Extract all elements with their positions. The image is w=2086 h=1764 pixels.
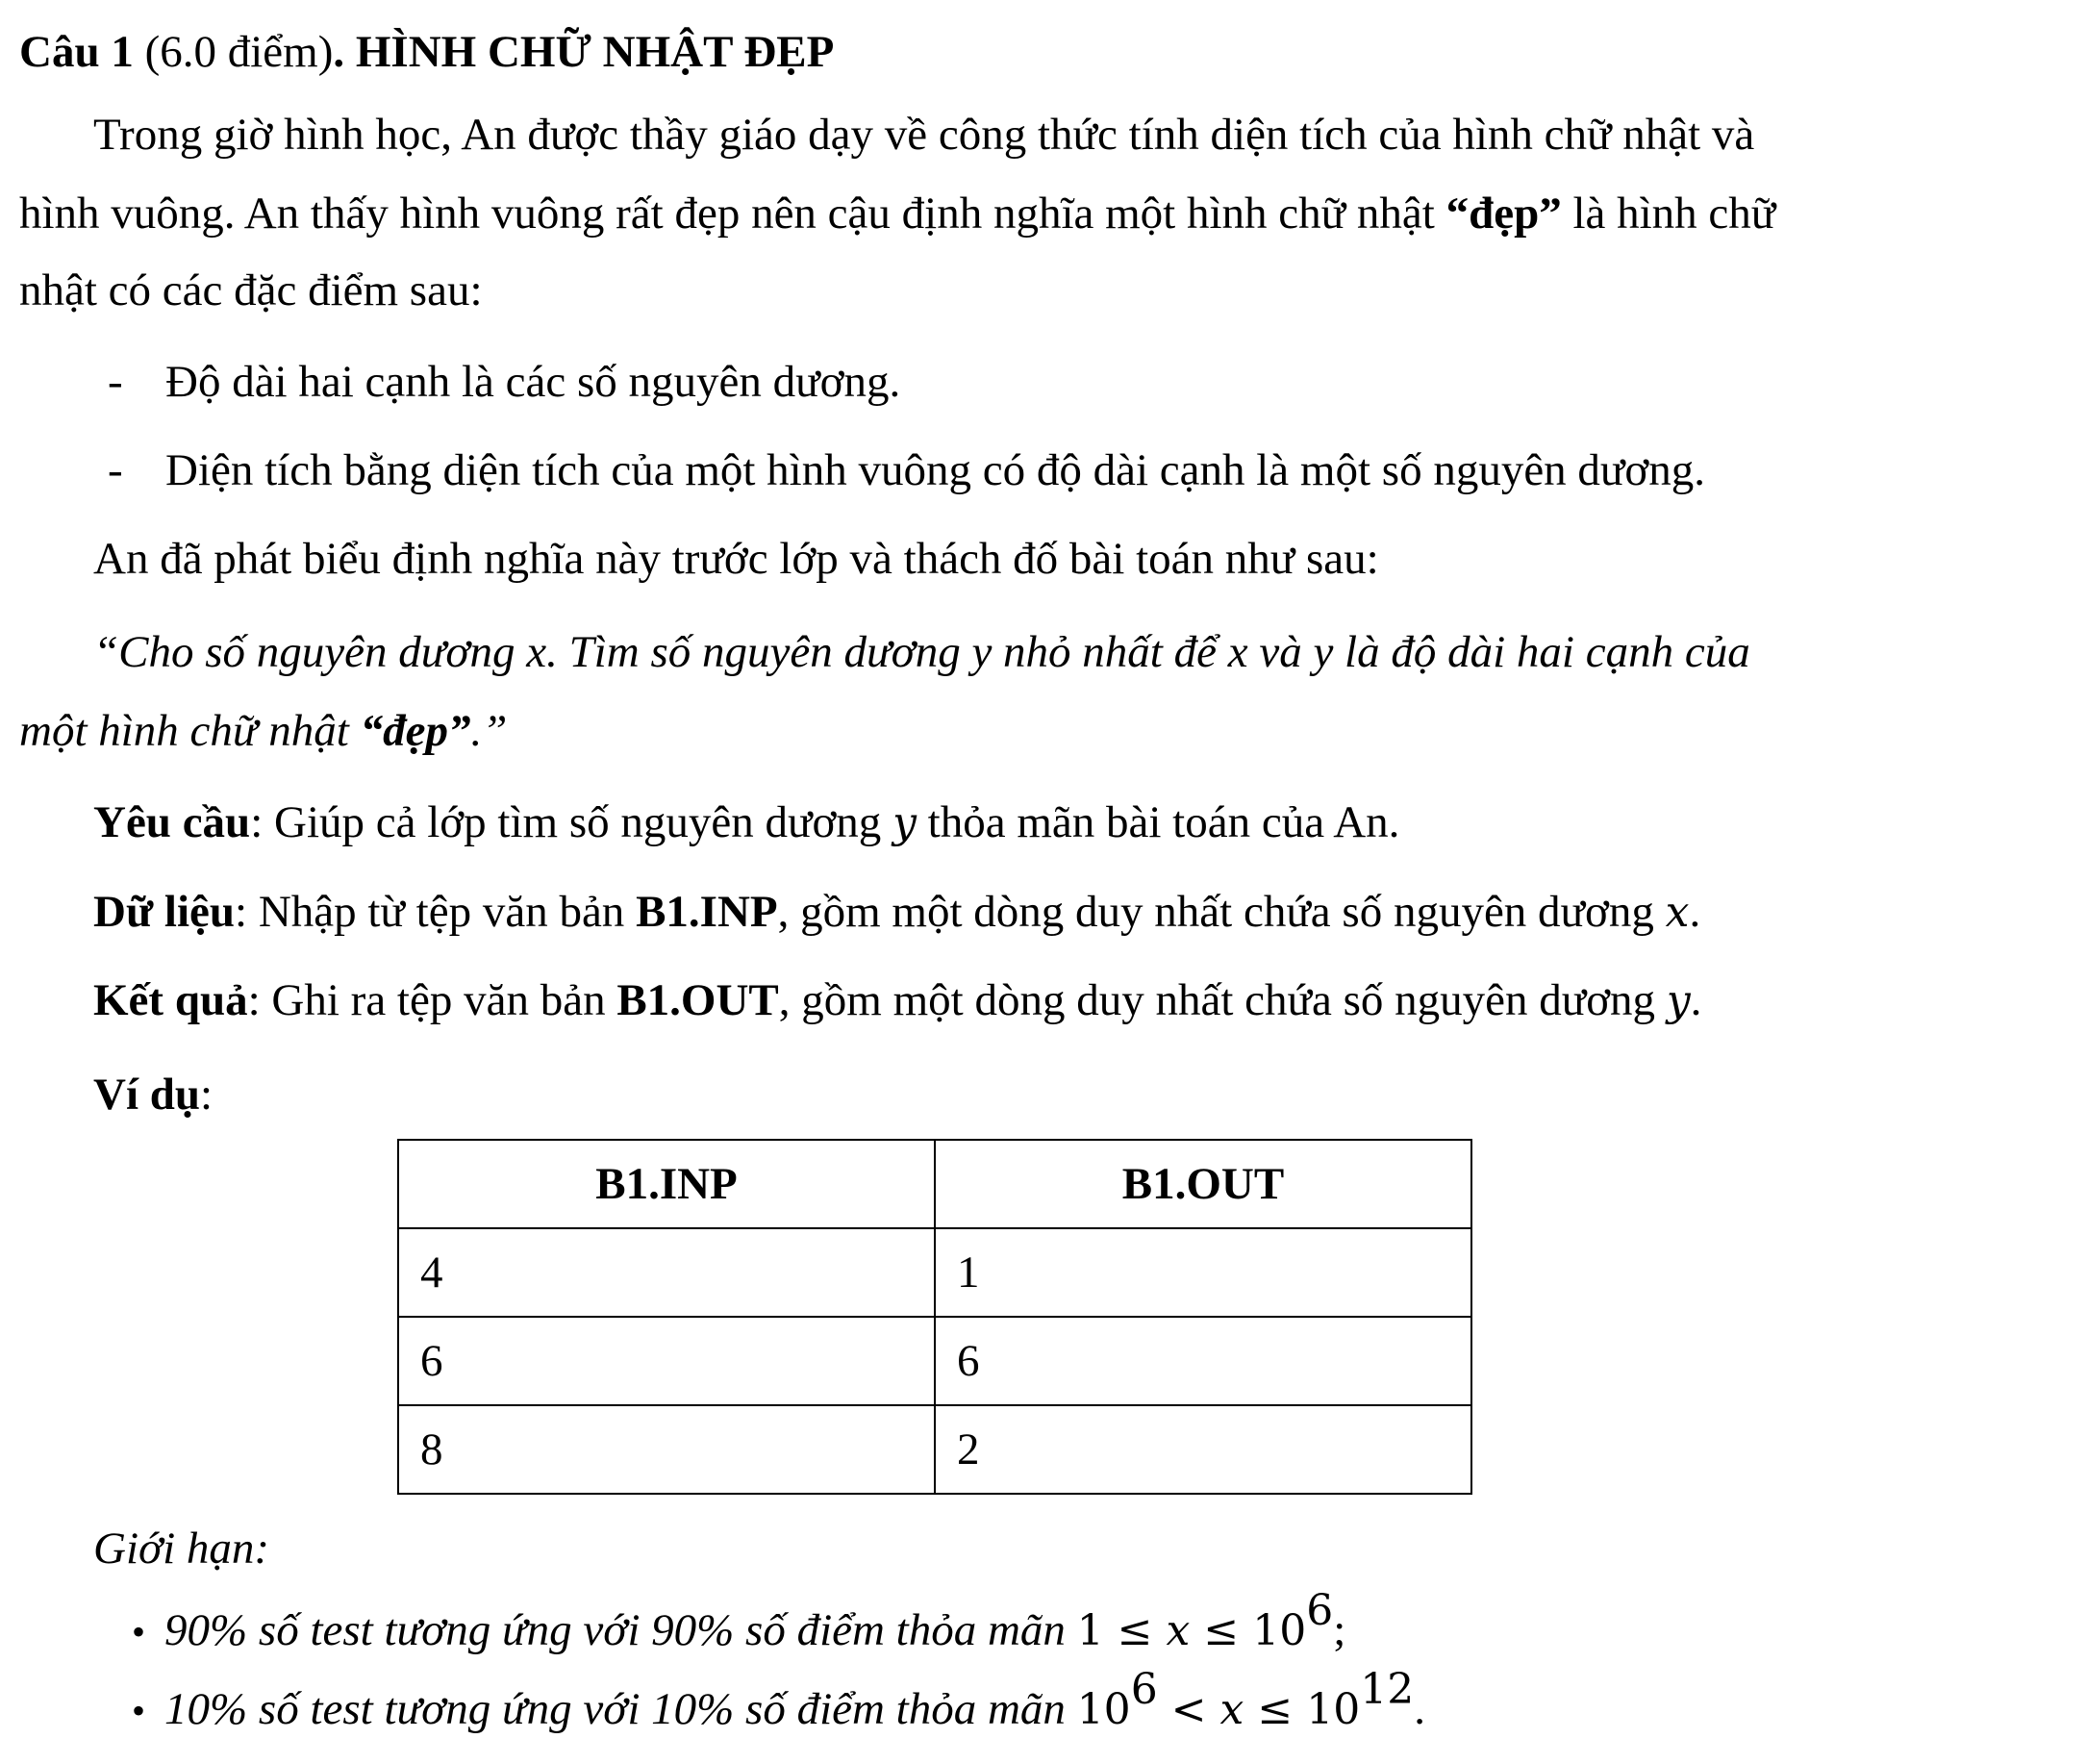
condition-dash: - [108, 445, 123, 495]
bullet-icon: • [132, 1689, 146, 1732]
requirement-text: : Giúp cả lớp tìm số nguyên dương [250, 797, 893, 847]
limit-text: 90% số test tương ứng với 90% số điểm thỏa mãn [164, 1605, 1077, 1655]
intro-line-2-text: hình vuông. An thấy hình vuông rất đẹp nên cậu định nghĩa một hình chữ nhật [19, 189, 1446, 239]
quote-beautiful-term: “đẹp” [360, 706, 471, 756]
problem-number: Câu 1 [19, 27, 134, 77]
problem-title: . HÌNH CHỮ NHẬT ĐẸP [333, 27, 835, 77]
intro-line-1: Trong giờ hình học, An được thầy giáo dạy về công thức tính diện tích của hình chữ nhật và [93, 110, 1755, 160]
table-cell-output: 1 [935, 1228, 1471, 1317]
limit-operator: < [1157, 1685, 1220, 1734]
table-cell-output: 2 [935, 1405, 1471, 1494]
limit-operator: ≤ [1190, 1606, 1253, 1655]
condition-item [108, 353, 123, 411]
intro-beautiful-term: “đẹp” [1445, 189, 1562, 239]
input-line [93, 883, 1700, 942]
limit-text: 10% số test tương ứng với 10% số điểm thỏa mãn [164, 1684, 1077, 1734]
condition-text: Độ dài hai cạnh là các số nguyên dương. [165, 357, 901, 407]
limits-label: Giới hạn: [93, 1524, 270, 1574]
requirement-line [93, 794, 1399, 852]
input-text-2: , gồm một dòng duy nhất chứa số nguyên dương [777, 887, 1666, 937]
limit-exponent: 12 [1360, 1665, 1415, 1715]
example-colon: : [200, 1070, 214, 1120]
table-header-output: B1.OUT [935, 1140, 1471, 1228]
limit-item [132, 1586, 1346, 1660]
table-cell-input: 6 [398, 1317, 935, 1405]
limit-exponent: 6 [1130, 1665, 1158, 1715]
table-header-row [398, 1140, 1471, 1228]
example-table [397, 1139, 1472, 1495]
limit-math: 10 [1252, 1606, 1307, 1655]
quote-line-2 [19, 702, 507, 760]
intro-line-3: nhật có các đặc điểm sau: [19, 265, 483, 315]
input-var: x [1665, 888, 1690, 937]
bullet-icon: • [132, 1610, 146, 1653]
limit-math: 1 [1076, 1606, 1104, 1655]
condition-dash: - [108, 357, 123, 407]
limit-end: ; [1333, 1605, 1346, 1655]
output-file-name: B1.OUT [616, 975, 779, 1025]
limit-math: 10 [1306, 1685, 1361, 1734]
limit-item [132, 1665, 1425, 1739]
limit-operator: ≤ [1103, 1606, 1167, 1655]
requirement-label: Yêu cầu [93, 797, 251, 847]
table-cell-output: 6 [935, 1317, 1471, 1405]
quote-line-1: “Cho số nguyên dương x. Tìm số nguyên dương y nhỏ nhất để x và y là độ dài hai cạnh của [93, 627, 1750, 677]
table-row [398, 1405, 1471, 1494]
problem-heading [19, 23, 834, 81]
table-header-input: B1.INP [398, 1140, 935, 1228]
quote-line-2-text: một hình chữ nhật [19, 706, 361, 756]
table-row [398, 1317, 1471, 1405]
input-file-name: B1.INP [636, 887, 778, 937]
output-label: Kết quả [93, 975, 248, 1025]
output-end: . [1690, 975, 1702, 1025]
table-row [398, 1228, 1471, 1317]
output-text-2: , gồm một dòng duy nhất chứa số nguyên dương [778, 975, 1667, 1025]
quote-line-2-end: .” [470, 706, 508, 756]
example-heading [93, 1066, 213, 1123]
limit-operator: ≤ [1244, 1685, 1307, 1734]
requirement-var: y [892, 798, 917, 847]
limit-var: x [1166, 1606, 1191, 1655]
table-cell-input: 4 [398, 1228, 935, 1317]
input-end: . [1689, 887, 1701, 937]
condition-item [108, 441, 123, 499]
input-text: : Nhập từ tệp văn bản [235, 887, 637, 937]
intro-line-2 [19, 185, 1775, 242]
challenge-intro: An đã phát biểu định nghĩa này trước lớp và thách đố bài toán như sau: [93, 534, 1379, 584]
example-label: Ví dụ [93, 1070, 201, 1120]
limit-exponent: 6 [1306, 1586, 1334, 1636]
table-cell-input: 8 [398, 1405, 935, 1494]
condition-text: Diện tích bằng diện tích của một hình vuông có độ dài cạnh là một số nguyên dương. [165, 445, 1706, 495]
limit-end: . [1414, 1684, 1425, 1734]
limit-var: x [1219, 1685, 1244, 1734]
output-line [93, 971, 1701, 1030]
output-text: : Ghi ra tệp văn bản [247, 975, 617, 1025]
limit-math: 10 [1076, 1685, 1131, 1734]
intro-line-2-end: là hình chữ [1561, 189, 1776, 239]
requirement-text-end: thỏa mãn bài toán của An. [916, 797, 1400, 847]
input-label: Dữ liệu [93, 887, 236, 937]
output-var: y [1666, 976, 1691, 1025]
problem-points: (6.0 điểm) [144, 27, 334, 77]
